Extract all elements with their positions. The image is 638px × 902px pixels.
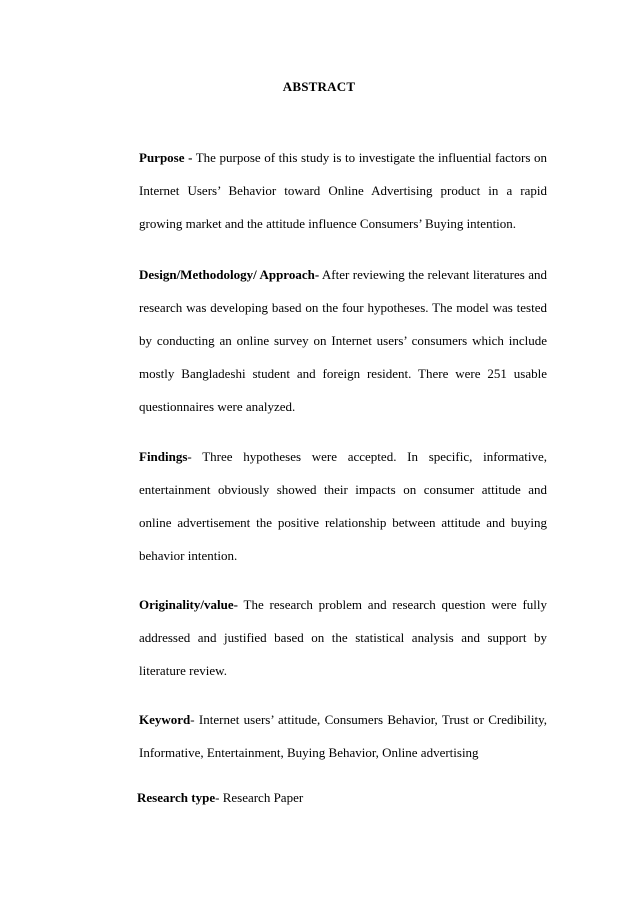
page-title: ABSTRACT (282, 79, 356, 94)
purpose-text: The purpose of this study is to investigate the influential factors on Internet Users’ Behavior toward Online Advertising product in a rapid growing market and the attitude influence Consumers’ Buying intention. (139, 150, 547, 231)
findings-paragraph (139, 440, 547, 572)
design-methodology-paragraph (139, 258, 547, 423)
keyword-paragraph (139, 703, 547, 769)
originality-label: Originality/value- (139, 597, 238, 612)
design-methodology-text: After reviewing the relevant literatures and research was developing based on the four hypotheses. The model was tested by conducting an online survey on Internet users’ consumers which include mostly Bangladeshi student and foreign resident. There were 251 usable questionnaires were analyzed. (139, 267, 548, 414)
findings-label: Findings (139, 449, 188, 464)
purpose-label: Purpose - (139, 150, 193, 165)
purpose-paragraph (139, 141, 547, 240)
design-methodology-label: Design/Methodology/ Approach- (139, 267, 320, 282)
keyword-label: Keyword (139, 712, 191, 727)
keyword-text: - Internet users’ attitude, Consumers Behavior, Trust or Credibility, Informative, Entertainment, Buying Behavior, Online advertising (139, 712, 547, 760)
research-type-text: - Research Paper (215, 790, 304, 805)
findings-text: - Three hypotheses were accepted. In specific, informative, entertainment obviously showed their impacts on consumer attitude and online advertisement the positive relationship between attitude and buying behavior intention. (139, 449, 547, 563)
originality-paragraph (139, 588, 547, 687)
research-type-paragraph (137, 781, 545, 814)
originality-text: The research problem and research question were fully addressed and justified based on the statistical analysis and support by literature review. (139, 597, 547, 678)
research-type-label: Research type (137, 790, 216, 805)
